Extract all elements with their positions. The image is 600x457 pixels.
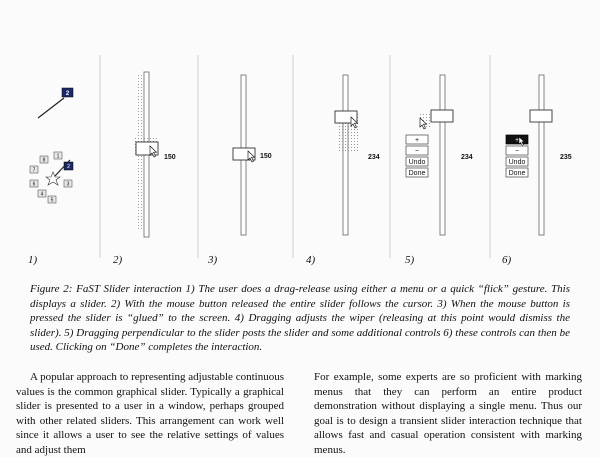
done-button	[406, 168, 428, 177]
done-button	[506, 168, 528, 177]
svg-text:2: 2	[67, 164, 70, 170]
svg-text:8: 8	[42, 157, 46, 164]
slider-thumb	[431, 110, 453, 122]
panel-2-slider-follows-cursor	[133, 72, 176, 237]
plus-button	[406, 135, 428, 144]
menu-item-7	[30, 166, 38, 174]
panel-label: 5)	[405, 254, 415, 266]
svg-text:4: 4	[40, 191, 44, 198]
menu-item-6	[30, 180, 38, 188]
svg-text:+: +	[514, 137, 520, 144]
slider-value: 150	[260, 153, 272, 160]
flick-item-label: 2	[65, 91, 70, 97]
flick-stroke	[38, 98, 64, 118]
menu-item-3	[64, 180, 72, 188]
svg-text:Undo: Undo	[408, 159, 426, 166]
panel-label: 1)	[28, 254, 38, 266]
svg-text:7: 7	[32, 167, 36, 174]
menu-item-8	[40, 156, 48, 164]
panel-1-flick-and-menu	[30, 88, 73, 204]
svg-text:3: 3	[66, 181, 70, 188]
panel-4-dragging-wiper	[335, 75, 380, 235]
slider-track	[440, 75, 445, 235]
slider-value: 150	[164, 154, 176, 161]
menu-item-5	[48, 196, 56, 204]
body-column-left	[16, 370, 284, 457]
panel-3-slider-glued	[233, 75, 272, 235]
slider-track	[343, 75, 348, 235]
slider-thumb	[530, 110, 552, 122]
body-column-right	[314, 370, 582, 457]
svg-text:+: +	[414, 137, 420, 144]
slider-thumb	[136, 142, 158, 155]
svg-text:Done: Done	[408, 170, 426, 177]
svg-text:−: −	[514, 148, 520, 155]
body-paragraph: For example, some experts are so proficient with marking menus that they can perform an entire product demonstration without displaying a single menu. Thus our goal is to design a transient slider interaction technique that allows fast and casual operation consistent with marking menus.	[314, 371, 582, 456]
slider-track	[539, 75, 544, 235]
svg-text:5: 5	[50, 197, 54, 204]
menu-item-2	[64, 162, 73, 170]
undo-button	[506, 157, 528, 166]
figure-caption: Figure 2: FaST Slider interaction 1) The user does a drag-release using either a menu or a quick “flick” gesture. This displays a slider. 2) With the mouse button released the entire slider follows the cursor. 3) When the mouse button is pressed the slider is “glued” to the screen. 4) Dragging adjusts the wiper (releasing at this point would dismiss the slider). 5) Dragging perpendicular to the slider posts the slider and some additional controls 6) these controls can then be used. Clicking on “Done” completes the interaction.	[30, 283, 570, 353]
menu-item-4	[38, 190, 46, 198]
svg-text:−: −	[414, 148, 420, 155]
panel-5-posted-controls	[406, 75, 473, 235]
minus-button	[406, 146, 428, 155]
svg-text:Undo: Undo	[508, 159, 526, 166]
body-paragraph: A popular approach to representing adjustable continuous values is the common graphical slider. Typically a graphical slider is presented to a user in a window, perhaps grouped with other related sliders. This arrangement can work well since it allows a user to see the relative settings of values and adjust them	[16, 371, 284, 456]
slider-value: 234	[461, 154, 473, 161]
panel-label: 4)	[306, 254, 316, 266]
panel-label: 6)	[502, 254, 512, 266]
slider-value: 234	[368, 154, 380, 161]
undo-button	[406, 157, 428, 166]
panel-6-using-controls	[506, 75, 572, 235]
panel-label: 3)	[208, 254, 218, 266]
slider-value: 235	[560, 154, 572, 161]
svg-text:6: 6	[32, 181, 36, 188]
panel-label: 2)	[113, 254, 123, 266]
menu-center-star-icon	[46, 172, 60, 185]
plus-button-active	[506, 135, 528, 144]
minus-button	[506, 146, 528, 155]
svg-text:Done: Done	[508, 170, 526, 177]
menu-item-1	[54, 152, 62, 160]
svg-text:1: 1	[56, 153, 60, 160]
marking-menu	[30, 152, 73, 204]
